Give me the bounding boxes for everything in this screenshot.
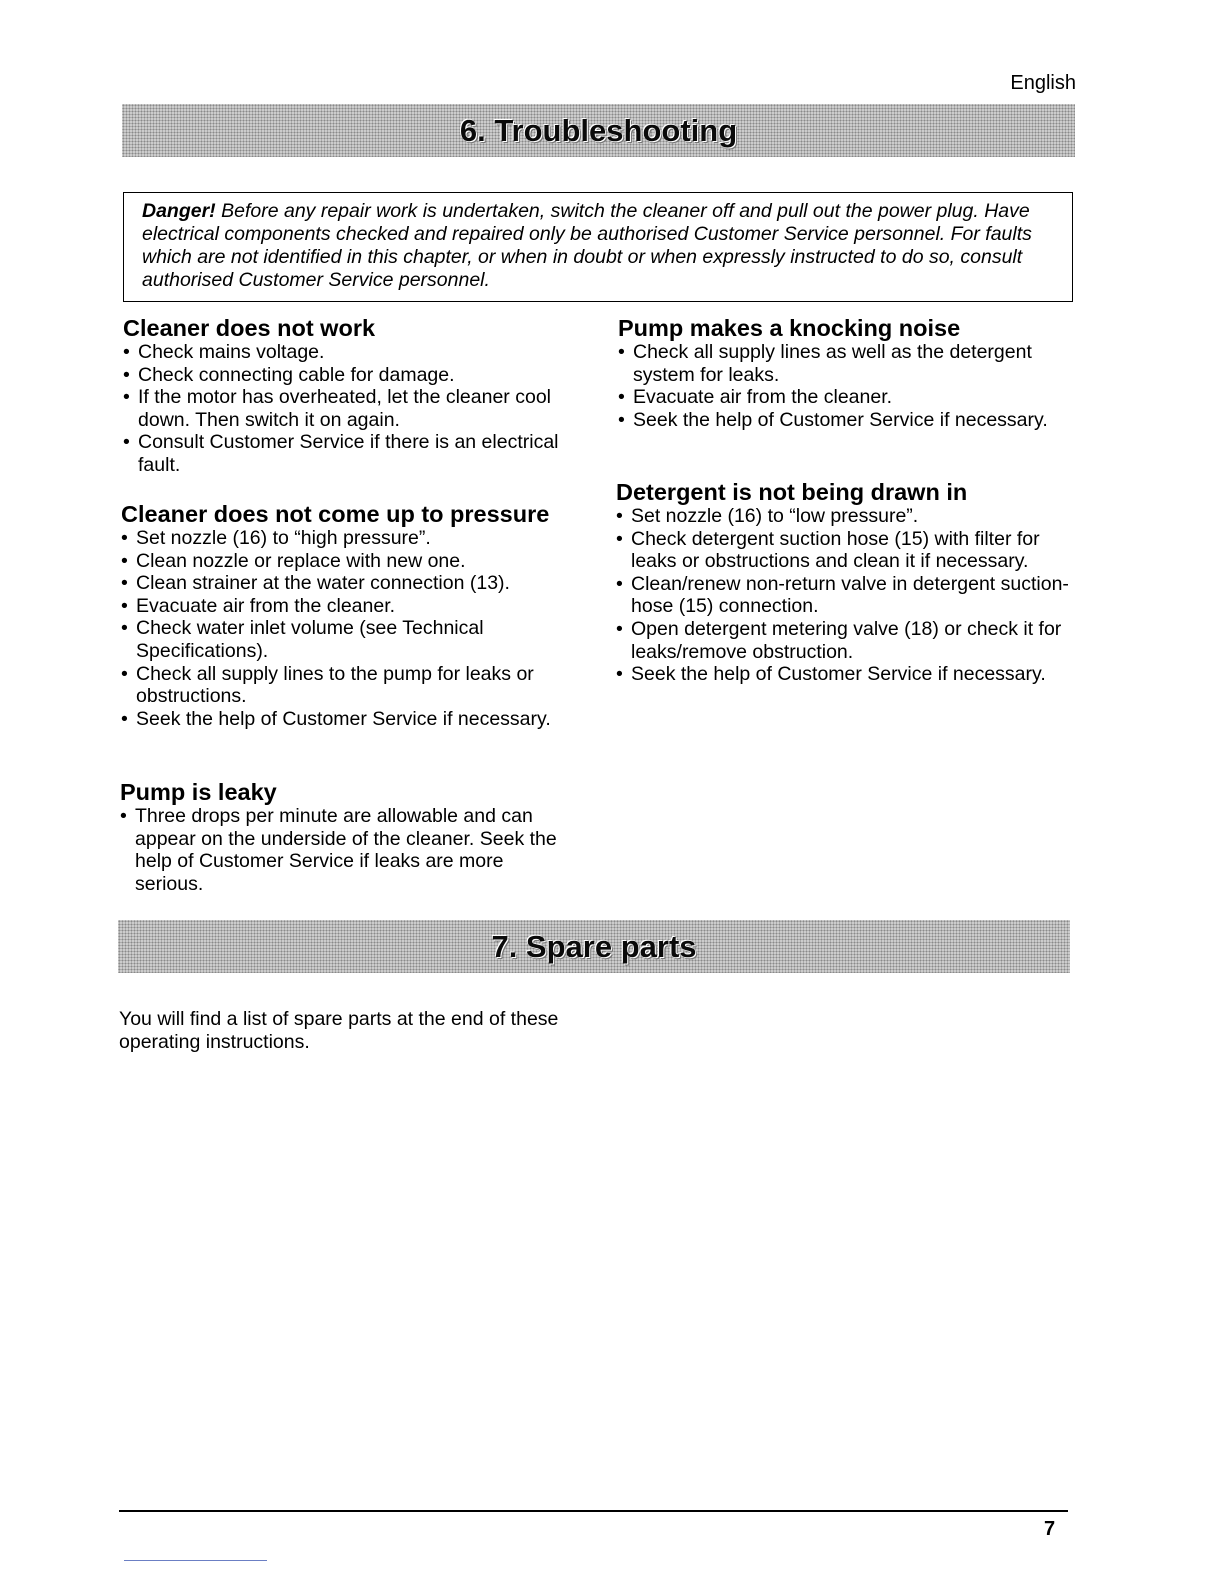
troubleshooting-banner: [122, 104, 1075, 157]
section-heading: Pump is leaky: [120, 779, 277, 805]
list-item: • Seek the help of Customer Service if necessary.: [616, 663, 1076, 686]
footer-mark: [124, 1560, 267, 1561]
danger-label: Danger!: [142, 200, 216, 222]
language-label: English: [1010, 72, 1076, 94]
list-item: • Check detergent suction hose (15) with filter for leaks or obstructions and clean it if necessary.: [616, 528, 1076, 573]
section-cleaner-does-not-work: [123, 315, 593, 477]
list-item: • Seek the help of Customer Service if necessary.: [121, 708, 591, 731]
list-item: • Check connecting cable for damage.: [123, 364, 593, 387]
list-item: • Check mains voltage.: [123, 341, 593, 364]
danger-text: Before any repair work is undertaken, switch the cleaner off and pull out the power plug. Have electrical components checked and repaired only be authorised Customer Service personnel. For faults which are not identified in this chapter, or when in doubt or when expressly instructed to do so, consult authorised Customer Service personnel.: [142, 200, 1032, 291]
bullet-list: [616, 505, 1076, 686]
spare-parts-title: 7. Spare parts: [491, 928, 697, 964]
bullet-list: [618, 341, 1073, 431]
list-item: • Check all supply lines as well as the detergent system for leaks.: [618, 341, 1073, 386]
list-item: • Three drops per minute are allowable and can appear on the underside of the cleaner. Seek the help of Customer Service if leaks are more serious.: [120, 805, 570, 895]
danger-notice: [123, 192, 1073, 302]
section-heading: Cleaner does not work: [123, 315, 376, 341]
section-pump-knocking: [618, 315, 1073, 431]
section-heading: Cleaner does not come up to pressure: [121, 501, 550, 527]
list-item: • Consult Customer Service if there is an electrical fault.: [123, 431, 593, 476]
list-item: • Check water inlet volume (see Technical Specifications).: [121, 617, 591, 662]
section-pump-is-leaky: [120, 779, 570, 895]
bullet-list: [120, 805, 570, 895]
section-cleaner-no-pressure: [121, 501, 591, 730]
list-item: • Open detergent metering valve (18) or check it for leaks/remove obstruction.: [616, 618, 1076, 663]
footer-rule: [119, 1510, 1068, 1512]
list-item: • Set nozzle (16) to “high pressure”.: [121, 527, 591, 550]
list-item: • Clean nozzle or replace with new one.: [121, 550, 591, 573]
page-number: 7: [1044, 1518, 1056, 1540]
spare-parts-banner: [118, 920, 1070, 973]
list-item: • Set nozzle (16) to “low pressure”.: [616, 505, 1076, 528]
list-item: • Evacuate air from the cleaner.: [618, 386, 1073, 409]
list-item: • Clean strainer at the water connection (13).: [121, 572, 591, 595]
bullet-list: [121, 527, 591, 730]
section-heading: Detergent is not being drawn in: [616, 479, 968, 505]
troubleshooting-title: 6. Troubleshooting: [459, 112, 738, 148]
list-item: • Evacuate air from the cleaner.: [121, 595, 591, 618]
list-item: • Check all supply lines to the pump for leaks or obstructions.: [121, 663, 591, 708]
spare-parts-text: You will find a list of spare parts at the end of these operating instructions.: [119, 1008, 559, 1053]
section-detergent-not-drawn: [616, 479, 1076, 686]
list-item: • Seek the help of Customer Service if necessary.: [618, 409, 1073, 432]
list-item: • If the motor has overheated, let the cleaner cool down. Then switch it on again.: [123, 386, 593, 431]
section-heading: Pump makes a knocking noise: [618, 315, 961, 341]
bullet-list: [123, 341, 593, 477]
list-item: • Clean/renew non-return valve in detergent suction-hose (15) connection.: [616, 573, 1076, 618]
